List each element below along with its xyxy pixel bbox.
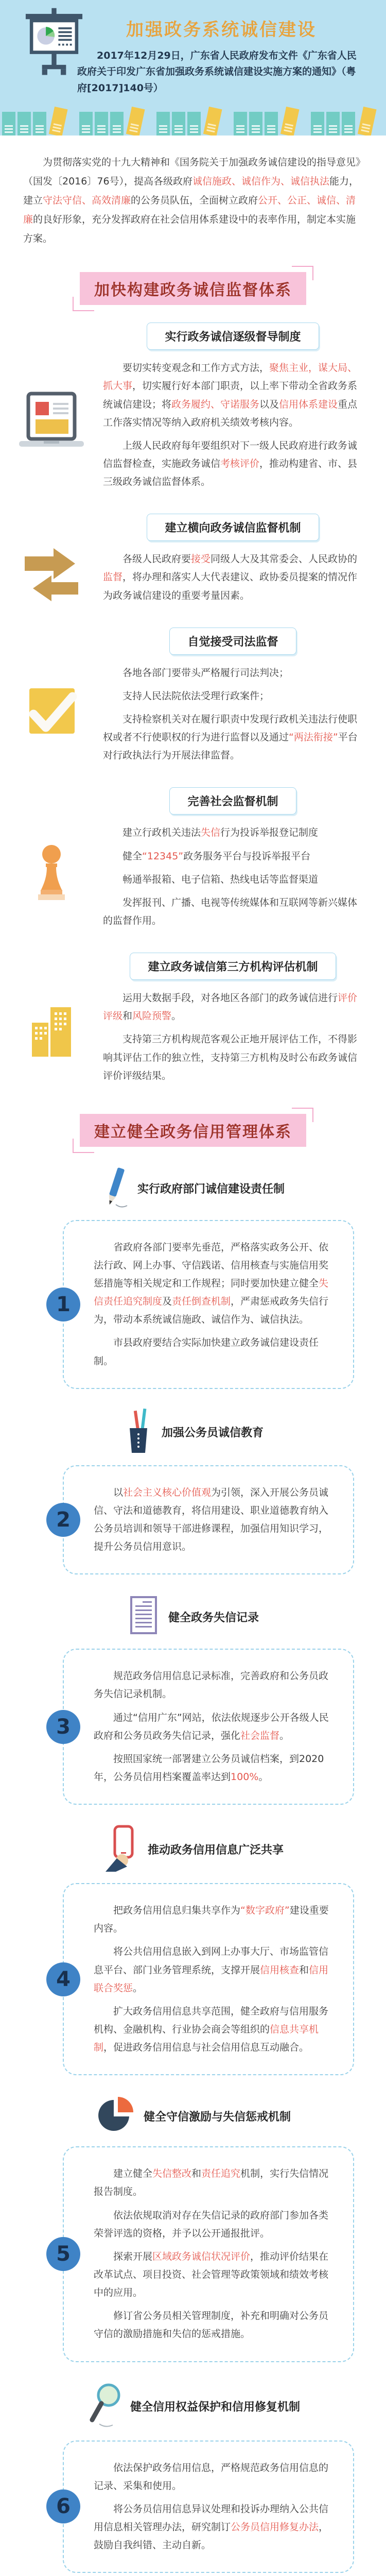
item-number: 4 <box>46 1962 80 1996</box>
block-title: 建立政务诚信第三方机构评估机制 <box>130 953 336 980</box>
paragraph: 将公共信用信息嵌入到网上办事大厅、市场监管信息平台、部门业务管理系统，支撑开展信用核查和信用联合奖惩。 <box>94 1946 329 1994</box>
item-head-responsibility <box>0 1166 386 1211</box>
paragraph: 要切实转变观念和工作方式方法，聚焦主业，谋大局、抓大事，切实履行好本部门职责，以上率下带动全省政务系统诚信建设；将政务履约、守诺服务以及信用体系建设重点工作落实情况等纳入政府机关绩效考核内容。 <box>103 362 358 428</box>
chess-pawn-icon <box>0 841 103 905</box>
paragraph: 市县政府要结合实际加快建立政务诚信建设责任制。 <box>94 1337 319 1367</box>
header <box>0 0 386 135</box>
paragraph: 各级人民政府要接受同级人大及其常委会、人民政协的监督，将办理和落实人大代表建议、政协委员提案的情况作为政务诚信建设的重要考量因素。 <box>103 553 358 601</box>
block-judicial-supervision <box>0 628 386 770</box>
item-head-education <box>0 1409 386 1456</box>
paragraph: 省政府各部门要率先垂范，严格落实政务公开、依法行政、网上办事、守信践诺、信用核查与实施信用奖惩措施等相关规定和工作规程；同时要加快建立健全失信责任追究制度及责任倒查机制，严肃惩戒政务失信行为，带动本系统诚信施政、诚信作为、诚信执法。 <box>94 1241 329 1326</box>
checkbox-icon <box>0 682 103 739</box>
item-title: 加强公务员诚信教育 <box>161 1427 264 1440</box>
item-head-info-sharing <box>0 1824 386 1874</box>
paragraph: 建立健全失信整改和责任追究机制，实行失信情况报告制度。 <box>94 2168 329 2198</box>
paragraph: 发挥报刊、广播、电视等传统媒体和互联网等新兴媒体的监督作用。 <box>103 896 358 926</box>
item-box <box>56 2441 354 2573</box>
block-title: 建立横向政务诚信监督机制 <box>147 514 319 541</box>
block-title: 自觉接受司法监督 <box>169 628 296 655</box>
item-number: 1 <box>46 1287 80 1321</box>
double-arrows-icon <box>0 544 103 603</box>
pie-chart-icon <box>95 2095 135 2137</box>
item-title: 实行政府部门诚信建设责任制 <box>137 1183 285 1196</box>
header-subtitle: 2017年12月29日，广东省人民政府发布文件《广东省人民政府关于印发广东省加强政务系统诚信建设实施方案的通知》（粤府[2017]140号） <box>77 50 357 94</box>
paragraph: 支持检察机关对在履行职责中发现行政机关违法行使职权或者不行使职权的行为进行监督以及通过“两法衔接”平台对行政执法行为开展法律监督。 <box>103 713 358 761</box>
paragraph: 以社会主义核心价值观为引领，深入开展公务员诚信、守法和道德教育，将信用建设、职业道德教育纳入公务员培训和领导干部进修课程，加强信用知识学习，提升公务员信用意识。 <box>94 1486 329 1553</box>
page-title: 加强政务系统诚信建设 <box>126 20 317 40</box>
paragraph: 畅通举报箱、电子信箱、热线电话等监督渠道 <box>122 873 319 885</box>
paragraph: 按照国家统一部署建立公务员诚信档案，到2020年，公务员信用档案覆盖率达到100%。 <box>94 1753 324 1783</box>
item-number: 3 <box>46 1710 80 1744</box>
paragraph: 运用大数据手段，对各地区各部门的政务诚信进行评价评级和风险预警。 <box>103 992 358 1022</box>
item-number: 2 <box>46 1503 80 1537</box>
phone-in-hand-icon <box>102 1824 139 1874</box>
item-number: 6 <box>46 2489 80 2523</box>
block-supervision-guidance <box>0 323 386 496</box>
item-head-reward-punishment <box>0 2095 386 2137</box>
item-title: 健全政务失信记录 <box>168 1611 259 1624</box>
presentation-board-icon <box>18 6 90 80</box>
block-third-party-evaluation <box>0 953 386 1090</box>
item-box <box>56 1883 354 2075</box>
building-icon <box>0 1002 103 1064</box>
item-head-dishonesty-records <box>0 1594 386 1639</box>
paragraph: 把政务信用信息归集共享作为“数字政府”建设重要内容。 <box>94 1905 329 1935</box>
paragraph: 支持人民法院依法受理行政案件； <box>122 690 270 702</box>
block-title: 完善社会监督机制 <box>169 787 296 815</box>
paragraph: 上级人民政府每年要组织对下一级人民政府进行政务诚信监督检查，实施政务诚信考核评价，推动构建省、市、县三级政务诚信监督体系。 <box>103 439 358 488</box>
section-heading-credit-management: 建立健全政务信用管理体系 <box>80 1114 306 1147</box>
section-heading-monitor-system: 加快构建政务诚信监督体系 <box>80 272 306 305</box>
item-head-credit-repair <box>0 2382 386 2431</box>
paragraph: 建立行政机关违法失信行为投诉举报登记制度 <box>122 827 319 839</box>
paragraph: 通过“信用广东”网站，依法依规逐步公开各级人民政府和公务员政务失信记录，强化社会监督。 <box>94 1711 329 1741</box>
paragraph: 依法依规取消对存在失信记录的政府部门参加各类荣誉评选的资格，并予以公开通报批评。 <box>94 2209 329 2239</box>
item-title: 健全信用权益保护和信用修复机制 <box>130 2401 300 2414</box>
item-title: 健全守信激励与失信惩戒机制 <box>143 2110 291 2124</box>
paragraph: 支持第三方机构规范客观公正地开展评估工作，不得影响其评估工作的独立性，支持第三方机构及时公布政务诚信评价评级结果。 <box>103 1033 358 1081</box>
paragraph: 依法保护政务信用信息，严格规范政务信用信息的记录、采集和使用。 <box>94 2462 329 2492</box>
books-decoration <box>0 107 386 135</box>
paragraph: 规范政务信用信息记录标准，完善政府和公务员政务失信记录机制。 <box>94 1670 329 1700</box>
paragraph: 扩大政务信用信息共享范围，健全政府与信用服务机构、金融机构、行业协会商会等组织的信息共享机制，促进政务信用信息与社会信用信息互动融合。 <box>94 2005 329 2054</box>
item-number: 5 <box>46 2237 80 2271</box>
block-social-supervision <box>0 787 386 935</box>
item-box <box>56 1220 354 1389</box>
paragraph: 探索开展区域政务诚信状况评价，推动评价结果在改革试点、项目投资、社会管理等政策领域和绩效考核中的应用。 <box>94 2250 329 2299</box>
pencil-icon <box>101 1166 129 1211</box>
laptop-icon <box>0 391 103 452</box>
pen-holder-icon <box>122 1409 153 1456</box>
paragraph: 各地各部门要带头严格履行司法判决； <box>122 667 289 679</box>
block-title: 实行政务诚信逐级督导制度 <box>147 323 319 350</box>
magnifier-icon <box>86 2382 122 2431</box>
item-box <box>56 1465 354 1575</box>
document-icon <box>127 1594 160 1639</box>
paragraph: 修订省公务员相关管理制度，补充和明确对公务员守信的激励措施和失信的惩戒措施。 <box>94 2310 329 2340</box>
block-horizontal-supervision <box>0 514 386 609</box>
paragraph: 健全“12345”政务服务平台与投诉举报平台 <box>122 850 311 862</box>
item-box <box>56 2146 354 2362</box>
paragraph: 将公务员信用信息异议处理和投诉办理纳入公共信用信息相关管理办法，研究制订公务员信用修复办法，鼓励自我纠错、主动自新。 <box>94 2503 329 2551</box>
item-title: 推动政务信用信息广泛共享 <box>147 1843 284 1857</box>
item-box <box>56 1649 354 1805</box>
intro-paragraph: 为贯彻落实党的十九大精神和《国务院关于加强政务诚信建设的指导意见》（国发〔2016〕76号），提高各级政府诚信施政、诚信作为、诚信执法能力，建立守法守信、高效清廉的公务员队伍，全面树立政府公开、公正、诚信、清廉的良好形象，充分发挥政府在社会信用体系建设中的表率作用，制定本实施方案。 <box>23 157 361 245</box>
